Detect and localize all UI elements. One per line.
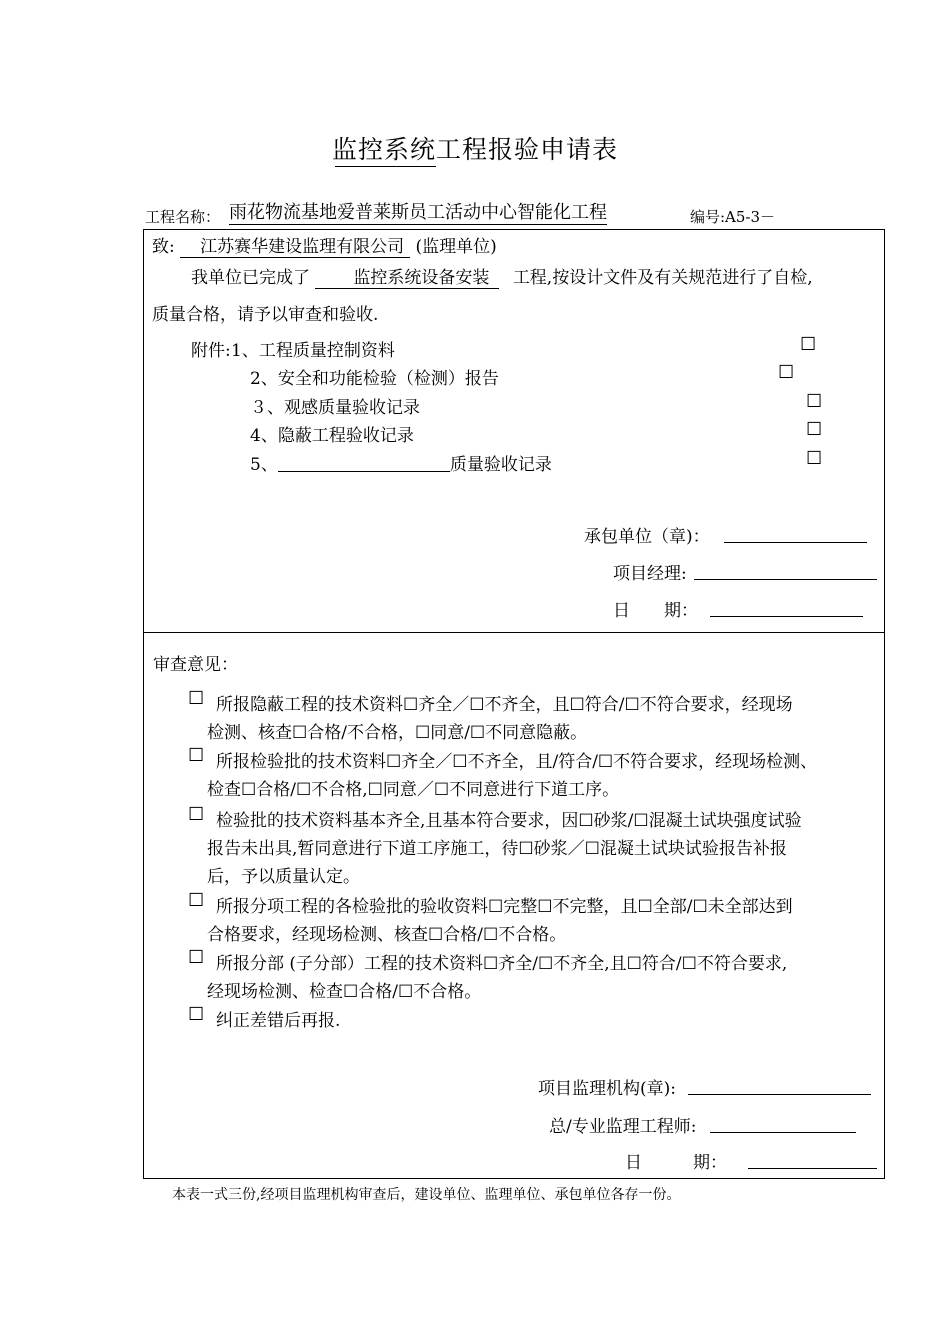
review-option-2-line1: 所报检验批的技术资料☐齐全／☐不齐全，且/符合/☐不符合要求，经现场检测、	[216, 752, 818, 772]
review-option-6-line1: 纠正差错后再报.	[216, 1011, 341, 1031]
review-option-3-line2: 报告未出具,暂同意进行下道工序施工，待☐砂浆／☐混凝土试块试验报告补报	[207, 839, 787, 859]
completion-statement-cont: 质量合格，请予以审查和验收.	[152, 305, 379, 325]
supervision-institution-label: 项目监理机构(章):	[538, 1079, 676, 1099]
attachment-5-line	[250, 450, 552, 475]
project-manager-label: 项目经理:	[613, 564, 687, 584]
attachment-3-label: ３、观感质量验收记录	[250, 398, 420, 418]
attachment-4-label: 4、隐蔽工程验收记录	[250, 426, 414, 446]
contractor-signature-line[interactable]	[724, 524, 867, 543]
attachment-1-label: 1、工程质量控制资料	[231, 341, 395, 361]
review-option-4-line1: 所报分项工程的各检验批的验收资料☐完整☐不完整，且☐全部/☐未全部达到	[216, 897, 793, 917]
project-name-label: 工程名称：	[145, 208, 221, 226]
title-underline	[335, 166, 436, 167]
review-option-3-line3: 后，予以质量认定。	[207, 867, 360, 887]
attachment-4-checkbox[interactable]: ☐	[806, 419, 823, 440]
attachment-3-checkbox[interactable]: ☐	[806, 391, 823, 412]
review-option-1-line1: 所报隐蔽工程的技术资料☐齐全／☐不齐全，且☐符合/☐不符合要求，经现场	[216, 695, 793, 715]
review-heading: 审查意见：	[153, 655, 238, 675]
addressee-prefix: 致:	[152, 237, 175, 257]
review-option-2-line2: 检查☐合格/☐不合格,☐同意／☐不同意进行下道工序。	[207, 780, 620, 800]
review-option-4-line2: 合格要求，经现场检测、核查☐合格/☐不合格。	[207, 925, 567, 945]
completion-statement	[191, 263, 813, 289]
completion-text-start: 我单位已完成了	[191, 268, 310, 288]
review-option-3-checkbox[interactable]: ☐	[188, 804, 205, 825]
review-option-5-line2: 经现场检测、检查☐合格/☐不合格。	[207, 982, 482, 1002]
project-name-value: 雨花物流基地爱普莱斯员工活动中心智能化工程	[229, 202, 607, 223]
request-date-label: 日 期：	[613, 601, 698, 621]
request-date-line[interactable]	[710, 598, 863, 617]
supervising-engineer-label: 总/专业监理工程师:	[549, 1117, 697, 1137]
attachment-2-label: 2、安全和功能检验（检测）报告	[250, 369, 499, 389]
supervision-unit-name: 江苏赛华建设监理有限公司	[180, 232, 410, 258]
review-date-label: 日 期：	[625, 1153, 727, 1173]
attachment-1-checkbox[interactable]: ☐	[800, 334, 817, 355]
completion-text-end: 工程,按设计文件及有关规范进行了自检,	[512, 268, 813, 288]
supervision-institution-signature-line[interactable]	[688, 1076, 871, 1095]
attachments-prefix: 附件:	[191, 341, 231, 361]
review-option-2-checkbox[interactable]: ☐	[188, 745, 205, 766]
addressee-suffix: (监理单位)	[415, 237, 497, 257]
completed-work-name: 监控系统设备安装	[315, 263, 499, 289]
attachment-5-checkbox[interactable]: ☐	[806, 448, 823, 469]
project-manager-signature-line[interactable]	[694, 561, 877, 580]
review-option-4-checkbox[interactable]: ☐	[188, 890, 205, 911]
attachment-5-prefix: 5、	[250, 455, 278, 475]
review-option-3-line1: 检验批的技术资料基本齐全,且基本符合要求，因☐砂浆/☐混凝土试块强度试验	[216, 811, 802, 831]
review-date-line[interactable]	[748, 1150, 877, 1169]
section-divider	[143, 632, 885, 633]
form-serial-number: 编号:A5-3－	[690, 208, 776, 226]
form-title: 监控系统工程报验申请表	[331, 135, 618, 164]
addressee-line	[152, 232, 497, 258]
footer-note: 本表一式三份,经项目监理机构审查后，建设单位、监理单位、承包单位各存一份。	[172, 1187, 681, 1203]
attachment-2-checkbox[interactable]: ☐	[778, 362, 795, 383]
review-option-1-line2: 检测、核查☐合格/不合格，☐同意/☐不同意隐蔽。	[207, 723, 588, 743]
attachment-5-suffix: 质量验收记录	[449, 455, 552, 475]
review-option-5-line1: 所报分部 (子分部）工程的技术资料☐齐全/☐不齐全,且☐符合/☐不符合要求,	[216, 954, 788, 974]
attachment-5-blank[interactable]	[278, 453, 450, 472]
supervising-engineer-signature-line[interactable]	[710, 1114, 856, 1133]
review-option-5-checkbox[interactable]: ☐	[188, 947, 205, 968]
contractor-label: 承包单位（章)：	[584, 527, 710, 547]
review-option-1-checkbox[interactable]: ☐	[188, 688, 205, 709]
review-option-6-checkbox[interactable]: ☐	[188, 1004, 205, 1025]
